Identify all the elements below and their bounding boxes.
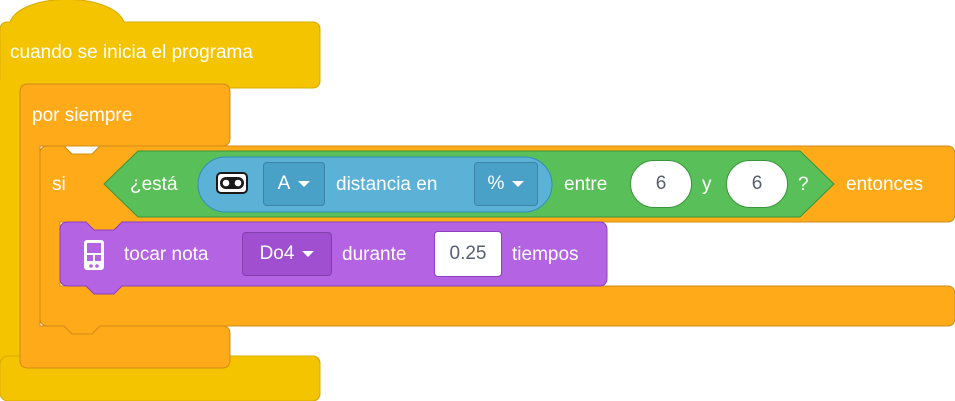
chevron-down-icon bbox=[298, 181, 310, 187]
port-value: A bbox=[277, 173, 291, 194]
between-label: entre bbox=[564, 174, 608, 195]
chevron-down-icon bbox=[302, 251, 314, 257]
note-value: Do4 bbox=[259, 243, 295, 264]
condition-prefix-label: ¿está bbox=[130, 174, 178, 195]
distance-sensor-icon bbox=[217, 173, 247, 193]
hat-label: cuando se inicia el programa bbox=[10, 42, 253, 63]
question-label: ? bbox=[798, 174, 809, 195]
forever-label: por siempre bbox=[32, 105, 133, 126]
during-label: durante bbox=[342, 244, 407, 265]
if-label: si bbox=[52, 174, 66, 195]
beats-label: tiempos bbox=[512, 244, 579, 265]
port-dropdown[interactable] bbox=[263, 162, 325, 206]
metric-label: distancia en bbox=[336, 174, 438, 195]
chevron-down-icon bbox=[512, 181, 524, 187]
note-dropdown[interactable] bbox=[242, 232, 332, 276]
and-label: y bbox=[702, 174, 712, 195]
then-label: entonces bbox=[846, 174, 924, 195]
low-value-input[interactable]: 6 bbox=[630, 160, 692, 208]
play-note-label: tocar nota bbox=[124, 244, 209, 265]
unit-dropdown[interactable] bbox=[474, 162, 538, 206]
beats-input[interactable]: 0.25 bbox=[434, 231, 502, 277]
unit-value: % bbox=[487, 173, 505, 194]
hub-speaker-icon bbox=[84, 240, 104, 270]
high-value-input[interactable]: 6 bbox=[726, 160, 788, 208]
